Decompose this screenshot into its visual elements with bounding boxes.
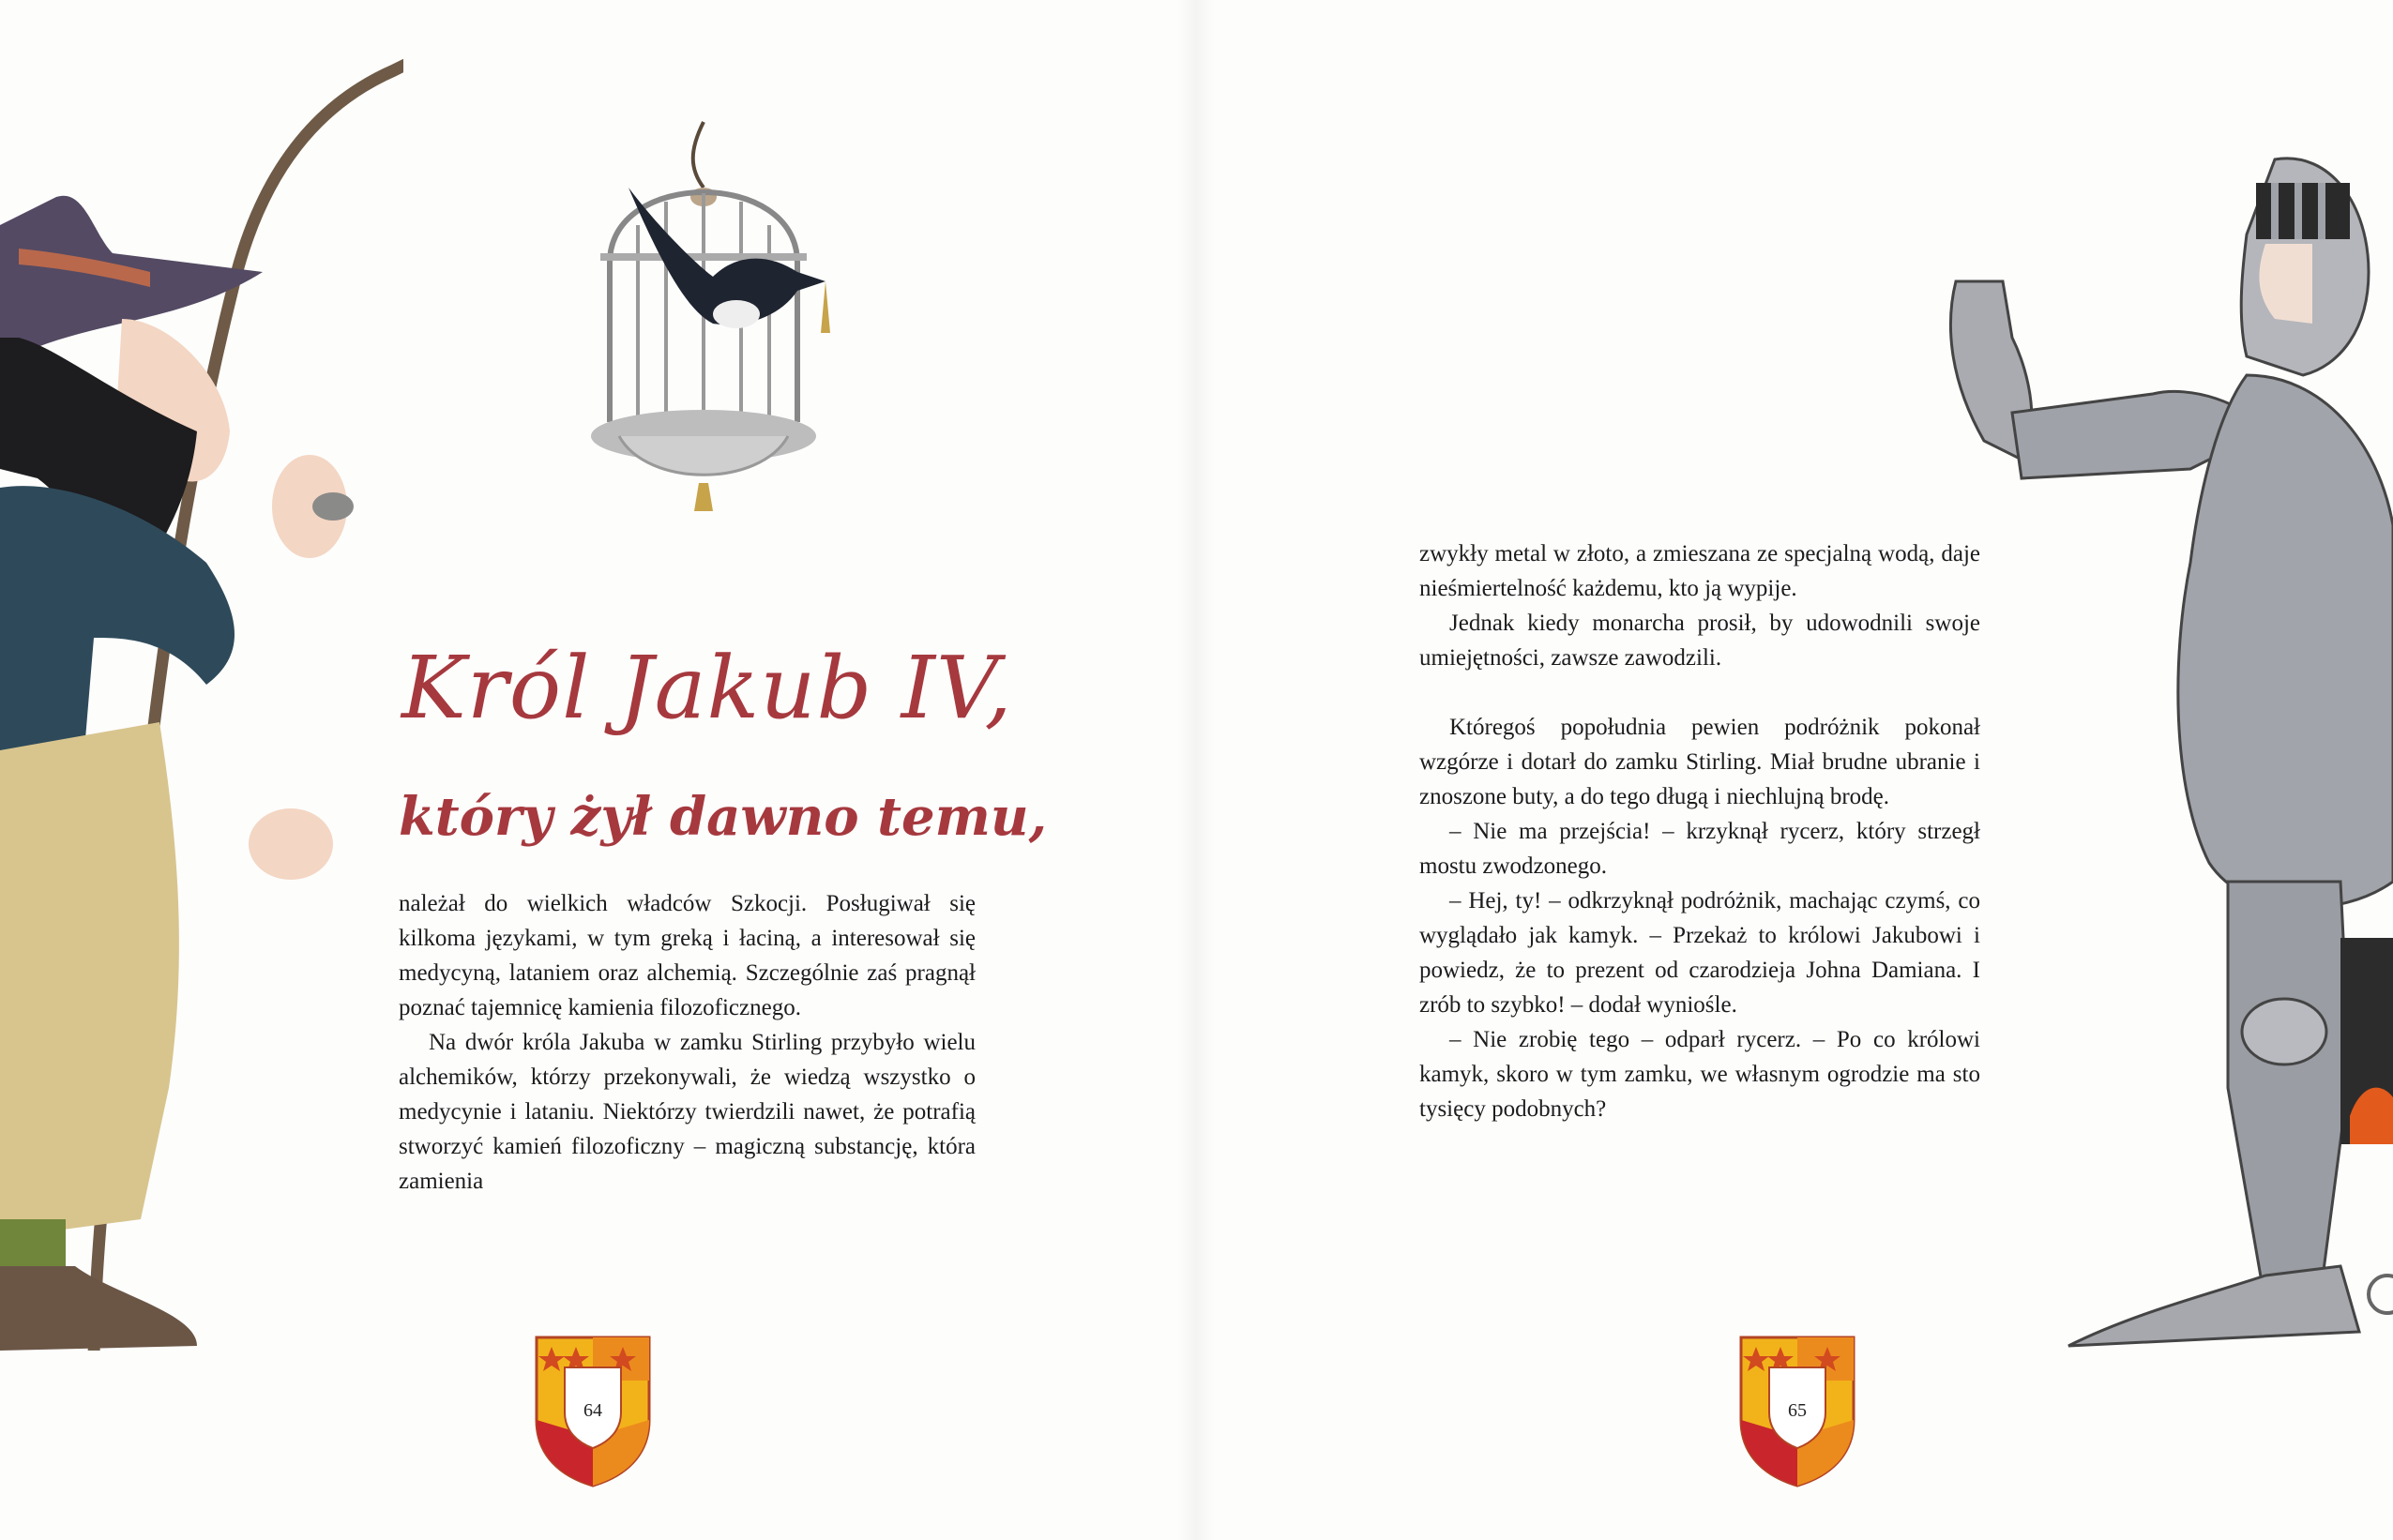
wizard-trousers (0, 722, 179, 1238)
knight-sabaton (2068, 1266, 2359, 1346)
paragraph: Na dwór króla Jakuba w zamku Stirling przybyło wielu alchemików, którzy przekonywali, że wiedzą wszystko o medycynie i lataniu. Niektórzy twierdzili nawet, że potrafią stworzyć kamień filozoficzny – magiczną substancję, która zamienia (399, 1030, 976, 1194)
right-page (1196, 0, 2393, 1540)
page-number: 64 (583, 1400, 602, 1421)
paragraph: – Nie ma przejścia! – krzyknął rycerz, który strzegł mostu zwodzonego. (1419, 819, 1980, 879)
stone-icon (312, 492, 354, 521)
wizard-illustration (0, 38, 403, 1351)
page-number-shield (1737, 1334, 1857, 1487)
left-page (0, 0, 1196, 1540)
left-body-text (399, 886, 976, 1199)
fire-brazier-icon (2340, 938, 2393, 1144)
paragraph: Któregoś popołudnia pewien podróżnik pokonał wzgórze i dotarł do zamku Stirling. Miał brudne ubranie i znoszone buty, a do tego długą i niechlujną brodę. (1419, 715, 1980, 809)
page-number-shield (533, 1334, 653, 1487)
paragraph: Jednak kiedy monarcha prosił, by udowodnili swoje umiejętności, zawsze zawodzili. (1419, 611, 1980, 671)
paragraph: zwykły metal w złoto, a zmieszana ze specjalną wodą, daje nieśmiertelność każdemu, kto ją wypije. (1419, 541, 1980, 601)
paragraph: – Hej, ty! – odkrzyknął podróżnik, machając czymś, co wyglądało jak kamyk. – Przekaż to królowi Jakubowi i powiedz, że to prezent od czarodzieja Johna Damiana. I zrób to szybko! – dodał wyniośle. (1419, 888, 1980, 1018)
knight-breastplate (2178, 375, 2393, 908)
paragraph: – Nie zrobię tego – odparł rycerz. – Po co królowi kamyk, skoro w tym zamku, we własnym ogrodzie ma sto tysięcy podobnych? (1419, 1027, 1980, 1122)
chapter-heading: Król Jakub IV, (401, 638, 1013, 738)
knight-illustration (1665, 131, 2393, 1388)
birdcage-illustration (572, 113, 835, 530)
knight-legs (2228, 882, 2350, 1304)
chapter-subheading: który żył dawno temu, (399, 786, 1048, 848)
page-number: 65 (1788, 1400, 1807, 1421)
paragraph: należał do wielkich władców Szkocji. Posługiwał się kilkoma językami, w tym greką i łaciną, a interesował się medycyną, lataniem oraz alchemią. Szczególnie zaś pragnął poznać tajemnicę kamienia filozoficznego. (399, 891, 976, 1020)
wizard-shirt (0, 486, 235, 769)
wizard-hand-staff (249, 808, 333, 880)
